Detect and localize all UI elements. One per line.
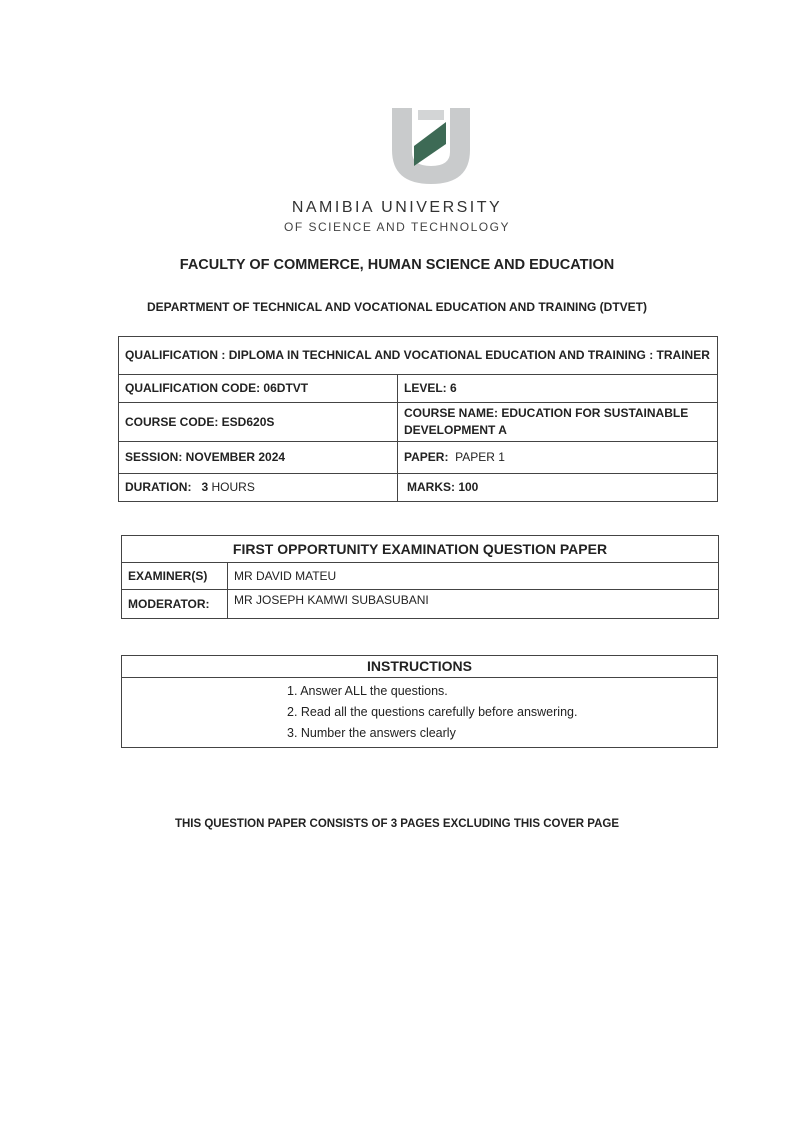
course-code-cell: COURSE CODE: ESD620S [119,403,398,442]
university-subtitle: OF SCIENCE AND TECHNOLOGY [284,220,510,234]
faculty-title: FACULTY OF COMMERCE, HUMAN SCIENCE AND EDUCATION [179,257,615,273]
course-details-table [118,336,718,502]
marks-cell: MARKS: 100 [398,474,718,502]
instructions-list [122,678,718,748]
instruction-item: 1. Answer ALL the questions. [287,684,448,698]
university-name: NAMIBIA UNIVERSITY [291,199,503,216]
level-cell: LEVEL: 6 [398,375,718,403]
course-name-cell: COURSE NAME: EDUCATION FOR SUSTAINABLE DEVELOPMENT A [398,403,718,442]
instruction-item: 2. Read all the questions carefully before answering. [287,705,578,719]
exam-title: FIRST OPPORTUNITY EXAMINATION QUESTION PAPER [122,536,719,563]
qualification-cell: QUALIFICATION : DIPLOMA IN TECHNICAL AND VOCATIONAL EDUCATION AND TRAINING : TRAINER [119,337,718,375]
duration-cell [119,474,398,502]
moderator-name: MR JOSEPH KAMWI SUBASUBANI [228,590,719,619]
duration-number: 3 [201,480,209,494]
instructions-title: INSTRUCTIONS [122,656,718,678]
paper-cell [398,442,718,474]
paper-value: PAPER 1 [455,450,505,464]
examination-table [121,535,719,619]
duration-unit: HOURS [211,480,255,494]
examiner-name: MR DAVID MATEU [228,563,719,590]
page-count-note: THIS QUESTION PAPER CONSISTS OF 3 PAGES EXCLUDING THIS COVER PAGE [174,818,620,830]
university-logo [388,100,474,186]
qualification-code-cell: QUALIFICATION CODE: 06DTVT [119,375,398,403]
department-title: DEPARTMENT OF TECHNICAL AND VOCATIONAL EDUCATION AND TRAINING (DTVET) [147,300,647,314]
duration-label: DURATION: [125,480,192,494]
moderator-label: MODERATOR: [122,590,228,619]
examiner-label: EXAMINER(S) [122,563,228,590]
paper-label: PAPER: [404,450,449,464]
session-cell: SESSION: NOVEMBER 2024 [119,442,398,474]
instruction-item: 3. Number the answers clearly [287,726,456,740]
instructions-table [121,655,718,748]
